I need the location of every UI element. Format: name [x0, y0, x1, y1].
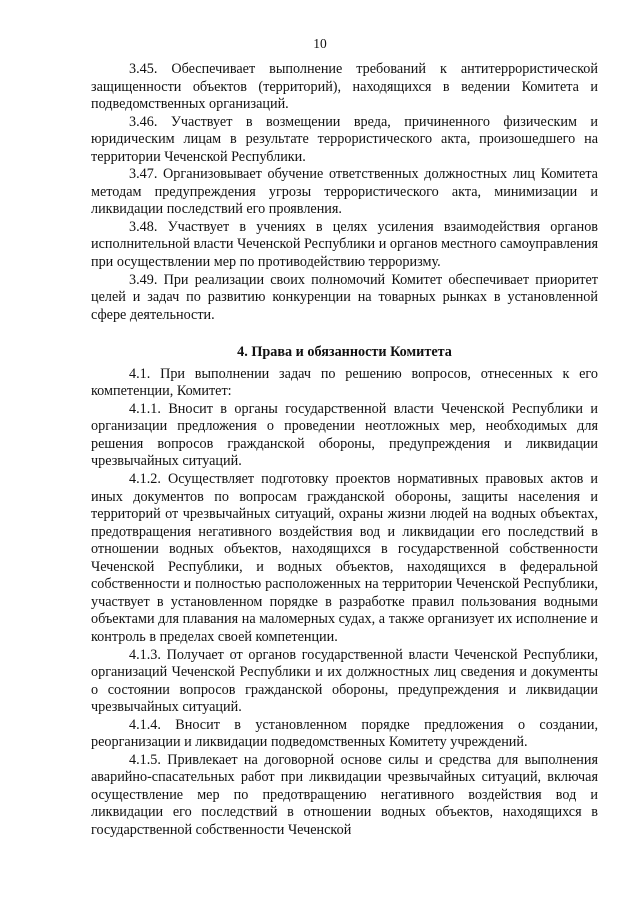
- paragraph-3-47: 3.47. Организовывает обучение ответственных должностных лиц Комитета методам предупреждения угрозы террористического акта, минимизации и ликвидации последствий его проявления.: [91, 166, 598, 218]
- paragraph-4-1-4: 4.1.4. Вносит в установленном порядке предложения о создании, реорганизации и ликвидации подведомственных Комитету учреждений.: [91, 716, 598, 751]
- paragraph-3-45: 3.45. Обеспечивает выполнение требований к антитеррористической защищенности объектов (территорий), находящихся в ведении Комитета и подведомственных организаций.: [91, 61, 598, 113]
- paragraph-3-48: 3.48. Участвует в учениях в целях усиления взаимодействия органов исполнительной власти Чеченской Республики и органов местного самоуправления при осуществлении мер по противодействию терроризму.: [91, 218, 598, 271]
- paragraph-4-1-3: 4.1.3. Получает от органов государственной власти Чеченской Республики, организаций Чеченской Республики и их должностных лиц сведения и документы о состоянии вопросов гражданской обороны, предупреждения и ликвидации чрезвычайных ситуаций.: [91, 646, 598, 716]
- paragraph-4-1: 4.1. При выполнении задач по решению вопросов, отнесенных к его компетенции, Комитет:: [91, 365, 598, 400]
- section-heading: 4. Права и обязанности Комитета: [237, 344, 452, 361]
- paragraph-4-1-1: 4.1.1. Вносит в органы государственной власти Чеченской Республики и организации предложения о проведении неотложных мер, необходимых для решения вопросов гражданской обороны, предупреждения и ликвидации чрезвычайных ситуаций.: [91, 400, 598, 470]
- paragraph-4-1-5: 4.1.5. Привлекает на договорной основе силы и средства для выполнения аварийно-спасательных работ при ликвидации чрезвычайных ситуаций, включая осуществление мер по предотвращению негативного воздействия вод и ликвидации его последствий в отношении водных объектов, находящихся в государственной собственности Чеченской: [91, 751, 598, 838]
- paragraph-4-1-2: 4.1.2. Осуществляет подготовку проектов нормативных правовых актов и иных документов по вопросам гражданской обороны, защиты населения и территорий от чрезвычайных ситуаций, охраны жизни людей на водных объектах, предотвращения негативного воздействия вод и ликвидации его последствий в отношении водных объектов, находящихся в государственной собственности Чеченской Республики, и водных объектов, находящихся в федеральной собственности и полностью расположенных на территории Чеченской Республики, участвует в установленном порядке в разработке правил пользования водными объектами для плавания на маломерных судах, а также организует их исполнение и контроль в пределах своей компетенции.: [91, 471, 598, 645]
- paragraph-3-46: 3.46. Участвует в возмещении вреда, причиненного физическим и юридическим лицам в результате террористического акта, произошедшего на территории Чеченской Республики.: [91, 113, 598, 165]
- paragraph-3-49: 3.49. При реализации своих полномочий Комитет обеспечивает приоритет целей и задач по развитию конкуренции на товарных рынках в установленной сфере деятельности.: [91, 271, 598, 323]
- page-number: 10: [313, 36, 327, 51]
- document-body: [91, 61, 598, 840]
